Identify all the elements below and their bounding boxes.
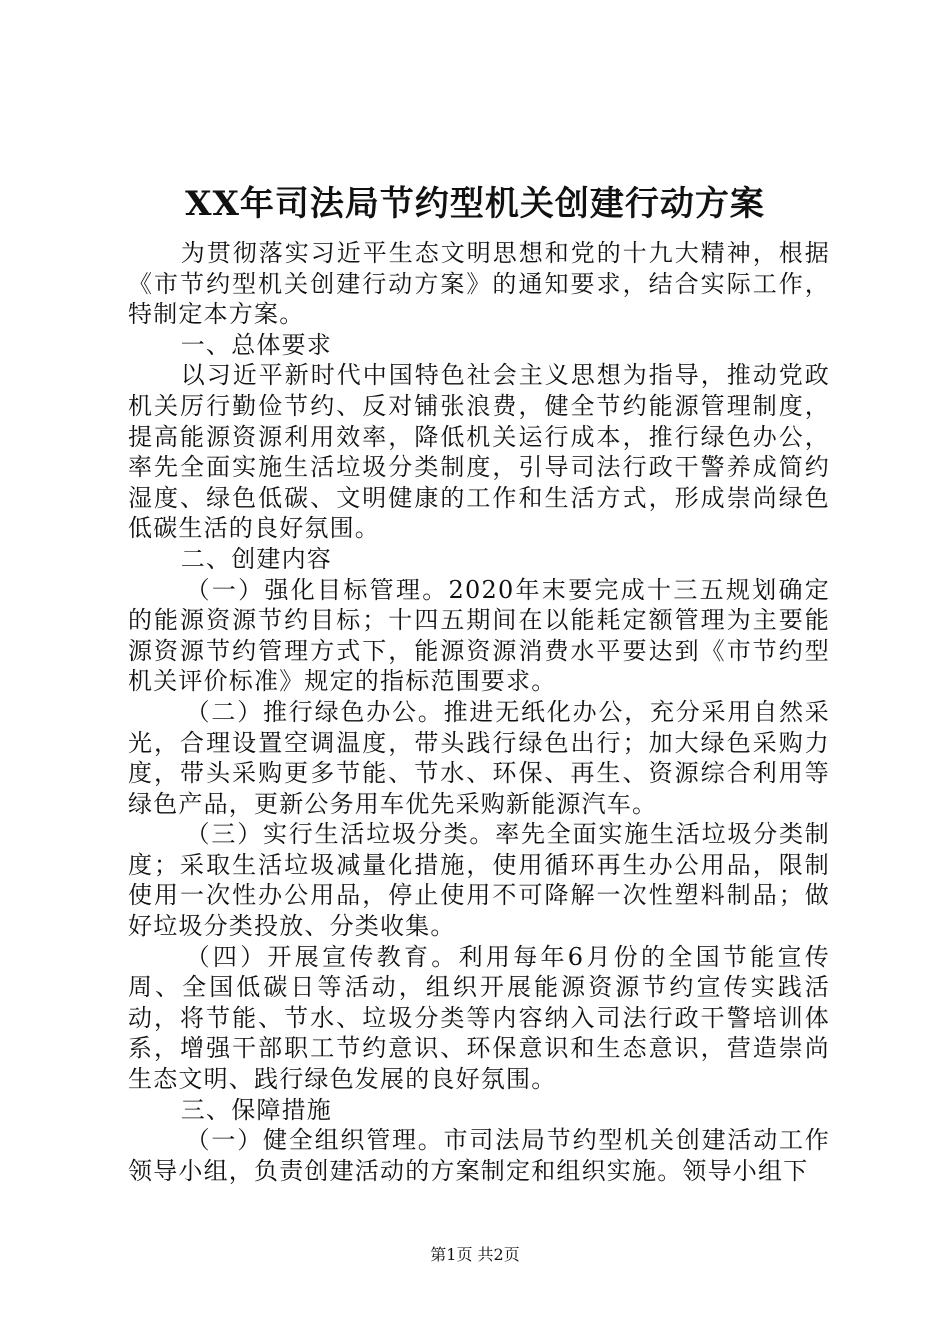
page-footer: 第1页 共2页 xyxy=(430,1245,520,1264)
safeguard-item-1: （一）健全组织管理。市司法局节约型机关创建活动工作领导小组，负责创建活动的方案制定和组织实施。领导小组下 xyxy=(128,1126,830,1185)
content-item-3: （三）实行生活垃圾分类。率先全面实施生活垃圾分类制度；采取生活垃圾减量化措施，使用循环再生办公用品，限制使用一次性办公用品，停止使用不可降解一次性塑料制品；做好垃圾分类投放、分类收集。 xyxy=(128,820,830,941)
section-heading-safeguards: 三、保障措施 xyxy=(180,1095,332,1124)
section-heading-creation-content: 二、创建内容 xyxy=(180,544,332,573)
document-body xyxy=(128,238,830,1186)
content-item-2: （二）推行绿色办公。推进无纸化办公，充分采用自然采光，合理设置空调温度，带头践行绿色出行；加大绿色采购力度，带头采购更多节能、节水、环保、再生、资源综合利用等绿色产品，更新公务用车优先采购新能源汽车。 xyxy=(128,697,830,818)
document-title: XX年司法局节约型机关创建行动方案 xyxy=(185,184,765,224)
content-item-1: （一）强化目标管理。2020年末要完成十三五规划确定的能源资源节约目标；十四五期间在以能耗定额管理为主要能源资源节约管理方式下，能源资源消费水平要达到《市节约型机关评价标准》规定的指标范围要求。 xyxy=(128,575,830,696)
section-heading-general-requirements: 一、总体要求 xyxy=(180,330,332,359)
general-requirements-paragraph: 以习近平新时代中国特色社会主义思想为指导，推动党政机关厉行勤俭节约、反对铺张浪费，健全节约能源管理制度，提高能源资源利用效率，降低机关运行成本，推行绿色办公，率先全面实施生活垃圾分类制度，引导司法行政干警养成简约湿度、绿色低碳、文明健康的工作和生活方式，形成崇尚绿色低碳生活的良好氛围。 xyxy=(128,361,830,543)
content-item-4: （四）开展宣传教育。利用每年6月份的全国节能宣传周、全国低碳日等活动，组织开展能源资源节约宣传实践活动，将节能、节水、垃圾分类等内容纳入司法行政干警培训体系，增强干部职工节约意识、环保意识和生态意识，营造崇尚生态文明、践行绿色发展的良好氛围。 xyxy=(128,942,830,1094)
intro-paragraph: 为贯彻落实习近平生态文明思想和党的十九大精神，根据《市节约型机关创建行动方案》的通知要求，结合实际工作，特制定本方案。 xyxy=(128,239,830,329)
